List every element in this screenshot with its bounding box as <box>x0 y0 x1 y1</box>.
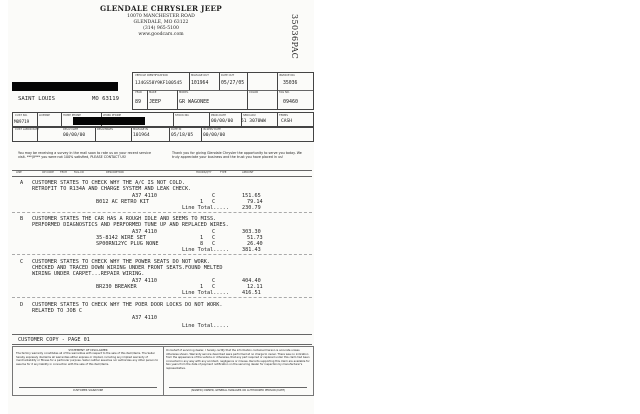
mileage-out-label: MILEAGE OUT <box>191 74 209 77</box>
prod-date-label: PROD.DATE <box>211 114 226 117</box>
make-value: JEEP <box>149 99 162 105</box>
year-label: YEAR <box>135 91 142 94</box>
cust-labor-rate-label: CUST LABOR RATE <box>15 128 39 131</box>
tag-label: TAG NO. <box>279 91 290 94</box>
date-in-value: 05/18/05 <box>171 133 194 138</box>
part-type: C <box>212 284 216 290</box>
dealer-phone: (314) 965-5100 <box>143 26 179 31</box>
vin-label: VEHICLE IDENTIFICATION <box>135 74 168 77</box>
line-total-label: Line Total..... <box>182 247 229 253</box>
col-fail-cd: FAIL-CD <box>74 171 84 174</box>
date-in-label: DATE IN <box>171 128 182 131</box>
part-desc: A37 4110 <box>132 193 157 199</box>
customer-state-zip: MO 63119 <box>92 96 119 102</box>
repair-order-page <box>8 0 314 414</box>
job-text: CUSTOMER STATES TO CHECK WHY THE POER DOOR LOCKS DO NOT WORK. <box>32 302 223 308</box>
year-value: 89 <box>135 99 142 105</box>
part-desc: B012 AC RETRO KIT <box>96 199 150 205</box>
line-total-value: 230.79 <box>242 205 261 211</box>
job-letter: B <box>20 216 24 222</box>
customer-city: SAINT LOUIS <box>18 96 56 102</box>
deliv-date-label: DELIV DATE <box>63 128 79 131</box>
part-qty: 1 <box>200 235 204 241</box>
mileage-in-label: MILEAGE IN <box>133 128 148 131</box>
customer-signature-label: CUSTOMER SIGNATURE <box>72 389 104 392</box>
dealer-signature-label: (SIGNED) OWNER, GENERAL MANAGER OR AUTHORIZED PERSON (DATE) <box>190 389 286 392</box>
job-letter: D <box>20 302 24 308</box>
delivery-info-row <box>12 126 314 142</box>
part-desc: A37 4110 <box>132 229 157 235</box>
part-desc: BR230 BREAKER <box>96 284 137 290</box>
job-letter: C <box>20 259 24 265</box>
dealer-address-2: GLENDALE, MO 63122 <box>133 20 189 25</box>
job-text: CUSTOMER STATES TO CHECK WHY THE POWER SEATS DO NOT WORK. <box>32 259 211 265</box>
home-phone-label: HOME PHONE <box>63 114 81 117</box>
part-amount: 51.73 <box>247 235 263 241</box>
col-tech: TECH <box>60 171 67 174</box>
part-desc: A37 4110 <box>132 315 157 321</box>
col-amount: AMOUNT <box>242 171 254 174</box>
line-total-label: Line Total..... <box>182 323 229 329</box>
part-amount: 26.40 <box>247 241 263 247</box>
part-desc: SP00RN12YC PLUG NONE <box>96 241 159 247</box>
cust-no-value: M09719 <box>14 119 30 124</box>
part-type: C <box>212 229 216 235</box>
mileage-in-value: 101964 <box>133 133 150 138</box>
in-serv-date-value: 00/00/00 <box>203 133 226 138</box>
customer-copy-label: CUSTOMER COPY - PAGE 01 <box>18 337 90 343</box>
prod-date-value: 00/00/00 <box>211 119 234 124</box>
invoice-label: INVOICE NO. <box>279 74 296 77</box>
part-amount: 404.40 <box>242 278 261 284</box>
job-text: WIRING UNDER CARPET...REPAIR WIRING. <box>32 271 145 277</box>
redacted-phone <box>73 117 145 125</box>
dealer-name: GLENDALE CHRYSLER JEEP <box>99 4 223 13</box>
part-type: C <box>212 235 216 241</box>
part-amount: 151.65 <box>242 193 261 199</box>
col-hours: HOURS/QTY <box>196 171 212 174</box>
line-total-value: 416.51 <box>242 290 261 296</box>
tag-value: 09460 <box>283 99 299 105</box>
disclaimer-title: STATEMENT OF DISCLAIMER <box>68 348 108 352</box>
job-text: RETROFIT TO R134A AND CHARGE SYSTEM AND LEAK CHECK. <box>32 186 192 192</box>
job-text: RELATED TO JOB C <box>32 308 82 314</box>
part-type: C <box>212 193 216 199</box>
deliv-date-value: 00/00/00 <box>63 133 86 138</box>
col-type: TYPE <box>220 171 227 174</box>
part-type: C <box>212 278 216 284</box>
work-phone-label: WORK PHONE <box>103 114 122 117</box>
model-value: GR WAGONEE <box>179 99 210 105</box>
certification-text: On behalf of servicing dealer, I hereby certify that the information contained hereon is accurate unless otherwise shown. Warranty service described were performed at no charge to owner. There was no indication from the appearance of the vehicle or otherwise, that any part required or replaced under this claim had been connected in any way with any accident, negligence or misuse. Records supporting this claim are available for two years from the date of payment notification on the servicing dealer for inspection by manufacturer's representative. <box>166 349 310 370</box>
color-label: COLOR <box>249 91 259 94</box>
in-serv-date-label: IN-SERV DATE <box>203 128 221 131</box>
stock-no-label: STOCK NO. <box>175 114 190 117</box>
part-desc: 35-8142 WIRE SET <box>96 235 146 241</box>
dealer-website: www.goodcars.com <box>138 32 184 37</box>
mileage-out-value: 101964 <box>191 81 209 86</box>
part-type: C <box>212 199 216 205</box>
line-total-label: Line Total..... <box>182 205 229 211</box>
part-amount: 303.30 <box>242 229 261 235</box>
cust-no-label: CUST NO. <box>15 114 28 117</box>
model-label: MODEL <box>179 91 189 94</box>
line-total-label: Line Total..... <box>182 290 229 296</box>
dealer-address-1: 10070 MANCHESTER ROAD <box>127 14 195 19</box>
job-letter: A <box>20 180 24 186</box>
date-out-label: DATE OUT <box>221 74 235 77</box>
col-description: DESCRIPTION <box>106 171 124 174</box>
part-qty: 1 <box>200 284 204 290</box>
redacted-customer-name <box>12 82 118 91</box>
disclaimer-text: The factory warranty constitutes all of the warranties with respect to the sale of this item/items. The Seller hereby expressly disclaims all warranties either express or implied, including any implied warranty of merchantability or fitness for a particular purpose. Seller neither assumes nor authorizes any other person to assume for it any liability in connection with the sale of this item/items. <box>16 352 159 366</box>
part-type: C <box>212 241 216 247</box>
make-label: MAKE <box>149 91 157 94</box>
part-amount: 12.11 <box>247 284 263 290</box>
part-amount: 79.14 <box>247 199 263 205</box>
date-out-value: 05/27/05 <box>221 81 245 86</box>
serv-adv-label: SERV.ADV. <box>243 114 257 117</box>
deliv-miles-label: DELIV.MILES <box>97 128 113 131</box>
serv-adv-value: 51 3070WW <box>241 119 266 124</box>
line-total-value: 381.43 <box>242 247 261 253</box>
footer-box <box>12 346 314 396</box>
job-text: CHECKED AND TRACED DOWN WIRING UNDER FRONT SEATS.FOUND MELTED <box>32 265 223 271</box>
col-line: LINE <box>16 171 22 174</box>
ro-number: 35036PAC <box>290 14 299 60</box>
vehicle-info-box <box>132 72 314 110</box>
job-text: CUSTOMER STATES TO CHECK WHY THE A/C IS NOT COLD. <box>32 180 186 186</box>
terms-value: CASH <box>281 119 293 124</box>
terms-label: TERMS <box>279 114 288 117</box>
vin-value: 1J4GS58Y9KF100545 <box>135 81 183 86</box>
part-qty: 8 <box>200 241 204 247</box>
blank-area <box>314 0 640 414</box>
col-op-code: OP CODE <box>42 171 54 174</box>
survey-notice: You may be receiving a survey in the mail soon to rate us on your recent service visit. ***(If*** you were not 100% satisfied, PLEASE CONTACT US! <box>18 151 151 159</box>
license-label: LICENSE <box>39 114 50 117</box>
job-text: PERFORMED DIAGNOSTICS AND PERFORMED TUNE UP AND REPLACED WIRES. <box>32 222 229 228</box>
invoice-value: 35036 <box>283 81 298 86</box>
job-text: CUSTOMER STATES THE CAR HAS A ROUGH IDLE AND SEEMS TO MISS. <box>32 216 217 222</box>
part-qty: 1 <box>200 199 204 205</box>
thank-you-notice: Thank you for giving Glendale Chrysler the opportunity to serve you today. We truly appreciate your business and the trust you have placed in us! <box>172 151 302 159</box>
part-desc: A37 4110 <box>132 278 157 284</box>
